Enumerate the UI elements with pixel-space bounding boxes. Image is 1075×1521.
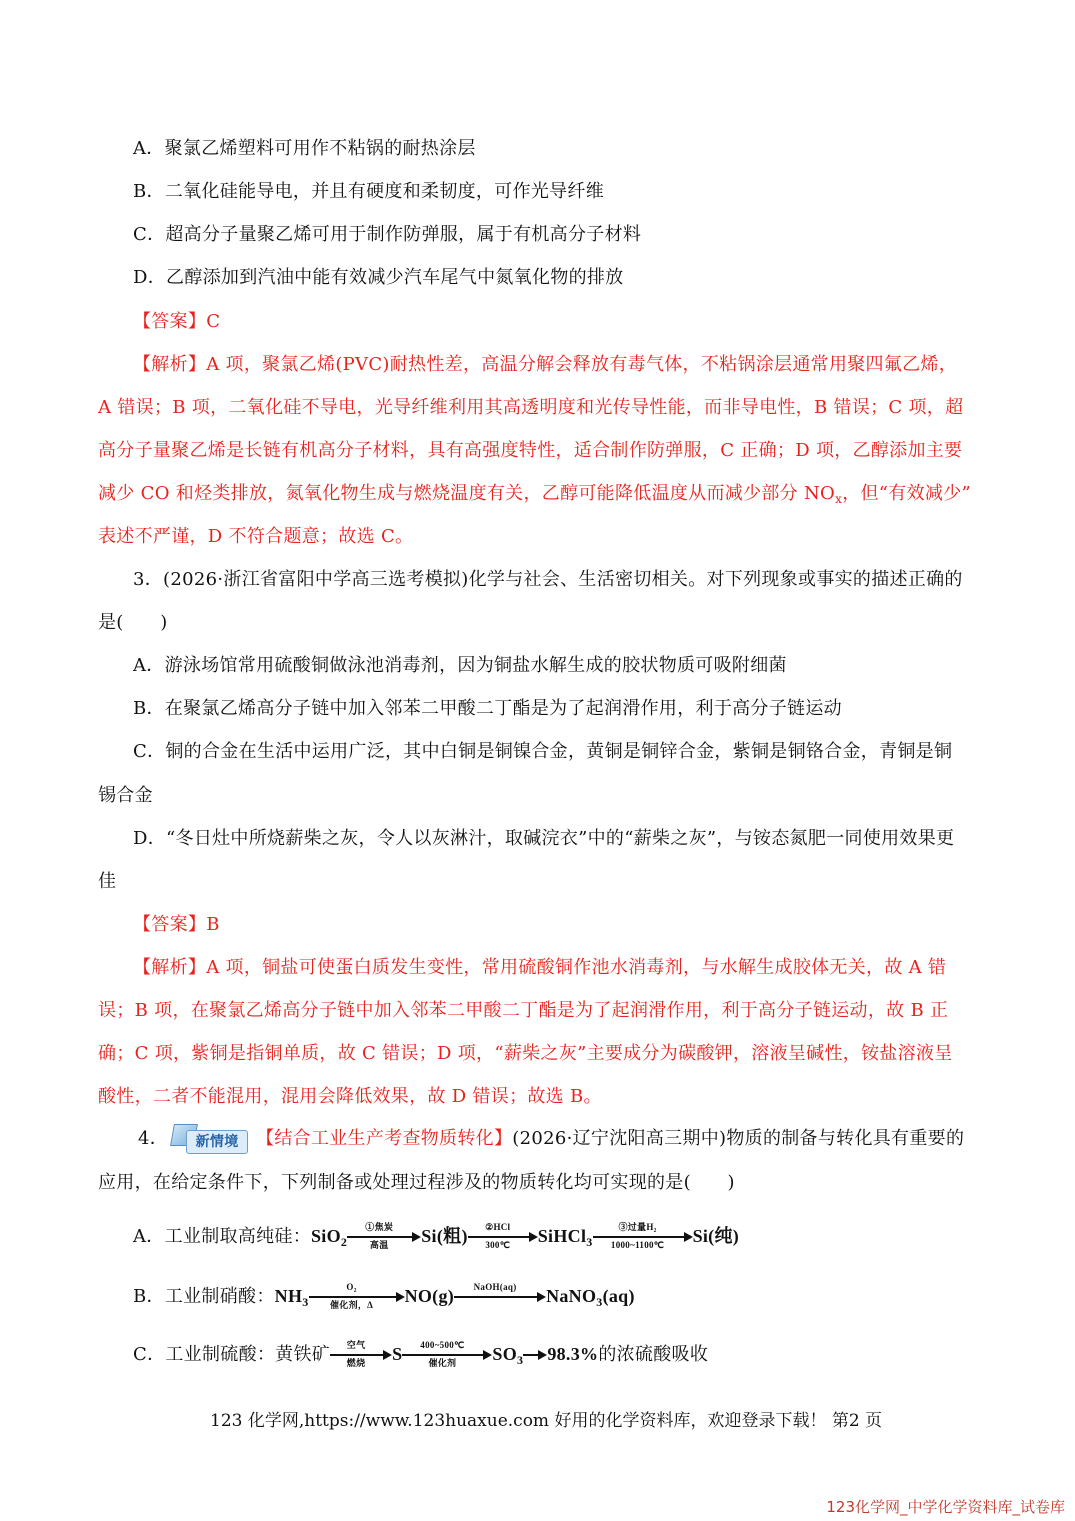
q2-analysis-line-4 <box>98 482 971 511</box>
analysis-tag: 【解析】 <box>133 354 207 375</box>
analysis-text-tail: ，但“有效减少” <box>842 483 971 504</box>
reaction-arrow: NaOH(aq) <box>454 1282 546 1312</box>
q3-analysis-line-3: 确；C 项，紫铜是指铜单质，故 C 错误；D 项，“薪柴之灰”主要成分为碳酸钾，溶液呈碱性，铵盐溶液呈 <box>98 1043 953 1064</box>
formula: SiO$_2$ <box>311 1226 348 1249</box>
q2-answer <box>133 310 220 334</box>
formula: NO(g) <box>404 1286 455 1306</box>
q3-stem-line-2: 是( ) <box>98 612 168 633</box>
answer-tag: 【答案】 <box>133 914 207 935</box>
q3-analysis-line-1 <box>133 956 946 980</box>
analysis-text: A 项，铜盐可使蛋白质发生变性，常用硫酸铜作池水消毒剂，与水解生成胶体无关，故 A 错 <box>206 957 947 978</box>
reaction-arrow: ①焦炭 高温 <box>347 1222 421 1252</box>
reaction-arrow: 空气 燃烧 <box>330 1340 392 1370</box>
analysis-tag: 【解析】 <box>133 957 207 978</box>
option-tail: 的浓硫酸吸收 <box>598 1344 709 1365</box>
q2-option-c: C．超高分子量聚乙烯可用于制作防弹服，属于有机高分子材料 <box>133 224 642 245</box>
q3-option-d-line-1: D．“冬日灶中所烧薪柴之灰，令人以灰淋汁，取碱浣衣”中的“薪柴之灰”，与铵态氮肥一同使用效果更 <box>133 828 955 849</box>
q2-option-d: D．乙醇添加到汽油中能有效减少汽车尾气中氮氧化物的排放 <box>133 267 624 288</box>
q3-analysis-line-2: 误；B 项，在聚氯乙烯高分子链中加入邻苯二甲酸二丁酯是为了起润滑作用，利于高分子链运动，故 B 正 <box>98 1000 949 1021</box>
q3-option-a: A．游泳场馆常用硫酸铜做泳池消毒剂，因为铜盐水解生成的胶状物质可吸附细菌 <box>133 655 787 676</box>
formula: S <box>392 1344 403 1364</box>
site-watermark: 123化学网_中学化学资料库_试卷库 <box>826 1498 1065 1516</box>
q4-stem-line-2: 应用，在给定条件下，下列制备或处理过程涉及的物质转化均可实现的是( ) <box>98 1172 735 1193</box>
stem-text: (2026·辽宁沈阳高三期中)物质的制备与转化具有重要的 <box>512 1128 965 1149</box>
q3-answer <box>133 913 220 937</box>
answer-tag: 【答案】 <box>133 311 207 332</box>
formula: SiHCl$_3$ <box>537 1226 593 1249</box>
q2-analysis-line-2: A 错误；B 项，二氧化硅不导电，光导纤维利用其高透明度和光传导性能，而非导电性，B 错误；C 项，超 <box>98 397 964 418</box>
reaction-arrow: O₂ 催化剂，Δ <box>309 1282 405 1312</box>
page-footer: 123 化学网,https://www.123huaxue.com 好用的化学资料库，欢迎登录下载！ 第2 页 <box>210 1411 883 1431</box>
q2-analysis-line-5: 表述不严谨，D 不符合题意；故选 C。 <box>98 526 414 547</box>
q3-option-c-line-2: 锡合金 <box>98 785 153 806</box>
q2-analysis-line-3: 高分子量聚乙烯是长链有机高分子材料，具有高强度特性，适合制作防弹服，C 正确；D 项，乙醇添加主要 <box>98 440 963 461</box>
q3-option-d-line-2: 佳 <box>98 871 117 892</box>
reaction-arrow: 400~500℃ 催化剂 <box>402 1340 492 1370</box>
option-label: B．工业制硝酸： <box>133 1286 275 1307</box>
analysis-text: A 项，聚氯乙烯(PVC)耐热性差，高温分解会释放有毒气体，不粘锅涂层通常用聚四氟乙烯， <box>206 354 958 375</box>
formula: $NH_3$ <box>274 1286 309 1309</box>
formula: 98.3% <box>547 1344 599 1364</box>
reaction-arrow: ②HCl 300℃ <box>468 1222 538 1252</box>
option-label: C．工业制硫酸：黄铁矿 <box>133 1344 331 1365</box>
question-number: 4． <box>138 1128 169 1149</box>
reaction-arrow <box>523 1340 547 1370</box>
q3-stem-line-1: 3．(2026·浙江省富阳中学高三选考模拟)化学与社会、生活密切相关。对下列现象或事实的描述正确的 <box>133 569 963 590</box>
q4-stem-line-1 <box>138 1124 964 1154</box>
q4-option-c <box>133 1338 708 1376</box>
q3-option-b: B．在聚氯乙烯高分子链中加入邻苯二甲酸二丁酯是为了起润滑作用，利于高分子链运动 <box>133 698 842 719</box>
formula: Si(粗) <box>421 1226 468 1246</box>
q4-option-a <box>133 1220 739 1258</box>
q2-analysis-line-1 <box>133 353 957 377</box>
new-context-badge <box>172 1124 250 1154</box>
option-label: A．工业制取高纯硅： <box>133 1226 311 1247</box>
analysis-text: 减少 CO 和烃类排放，氮氧化物生成与燃烧温度有关，乙醇可能降低温度从而减少部分 NO <box>98 483 836 504</box>
formula: $SO_3$ <box>492 1344 524 1367</box>
topic-tag: 【结合工业生产考查物质转化】 <box>256 1128 513 1149</box>
q2-option-b: B．二氧化硅能导电，并且有硬度和柔韧度，可作光导纤维 <box>133 181 605 202</box>
q3-analysis-line-4: 酸性，二者不能混用，混用会降低效果，故 D 错误；故选 B。 <box>98 1086 602 1107</box>
formula: NaNO$_3$(aq) <box>546 1286 635 1309</box>
answer-value: C <box>206 311 221 332</box>
badge-label: 新情境 <box>186 1130 248 1154</box>
q2-option-a: A．聚氯乙烯塑料可用作不粘锅的耐热涂层 <box>133 138 476 159</box>
formula: Si(纯) <box>692 1226 740 1246</box>
q4-option-b <box>133 1280 635 1318</box>
q3-option-c-line-1: C．铜的合金在生活中运用广泛，其中白铜是铜镍合金，黄铜是铜锌合金，紫铜是铜铬合金，青铜是铜 <box>133 741 953 762</box>
answer-value: B <box>206 914 220 935</box>
nox-subscript: x <box>835 492 843 506</box>
reaction-arrow: ③过量H₂ 1000~1100℃ <box>593 1222 693 1252</box>
